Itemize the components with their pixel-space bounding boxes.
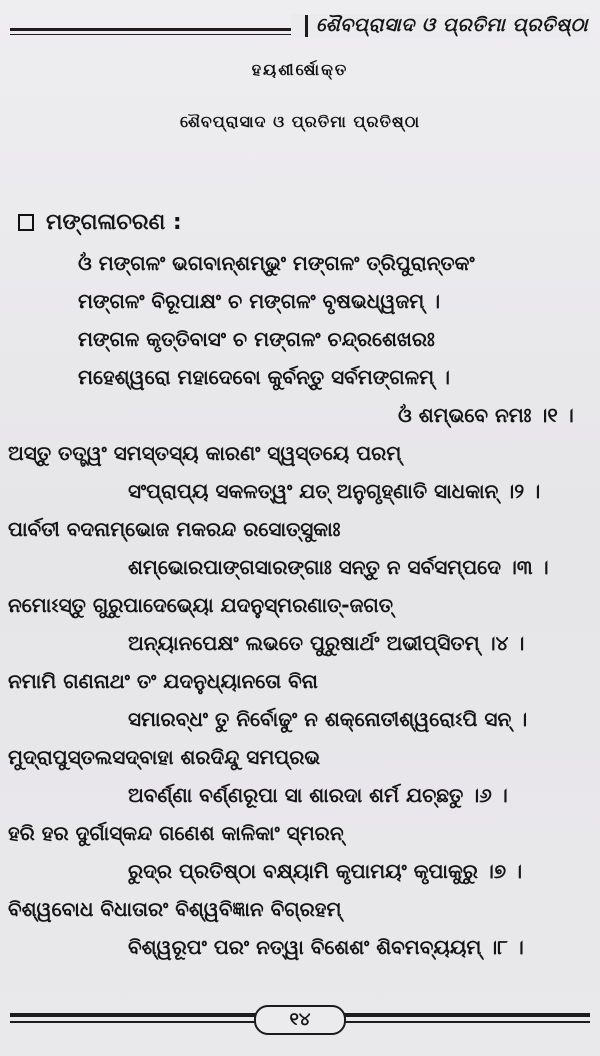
verse-line: ଅନ୍ୟାନପେକ୍ଷଂ ଲଭତେ ପୁରୁଷାର୍ଥଂ ଅଭୀପ୍ସିତମ୍ ।୪ । (128, 631, 525, 655)
running-header (10, 14, 590, 44)
page-number: ୧୪ (254, 1005, 346, 1035)
header-bar (305, 15, 308, 37)
section-heading-text: ମଙ୍ଗଳାଚରଣ : (46, 210, 182, 235)
verse-line: ପାର୍ବତୀ ବଦନାମ୍ଭୋଜ ମକରନ୍ଦ ରସୋତ୍ସୁକାଃ (8, 517, 341, 541)
verse-line: ବିଶ୍ୱବୋଧ ବିଧାତାରଂ ବିଶ୍ୱବିଜ୍ଞାନ ବିଗ୍ରହମ୍ (8, 897, 342, 921)
verse-line: ରୁଦ୍ର ପ୍ରତିଷ୍ଠା ବକ୍ଷ୍ୟାମି କୃପାମୟଂ କୃପାକୁରୁ ।୭ । (128, 859, 523, 883)
running-title-text: ଶୈବପ୍ରାସାଦ ଓ ପ୍ରତିମା ପ୍ରତିଷ୍ଠା (315, 14, 588, 36)
page-footer (10, 1002, 590, 1038)
page-title-line-2: ଶୈବପ୍ରାସାଦ ଓ ପ୍ରତିମା ପ୍ରତିଷ୍ଠା (179, 112, 421, 131)
verse-line: ସମାରବ୍ଧଂ ତୁ ନିର୍ବୋଢୁଂ ନ ଶକ୍ନୋତୀଶ୍ୱରୋଽପି ସନ୍ । (128, 707, 528, 731)
checkbox-bullet-icon (18, 214, 34, 231)
verse-line: ମଙ୍ଗଳଂ ବିରୂପାକ୍ଷଂ ଚ ମଙ୍ଗଳଂ ବୃଷଭଧ୍ୱଜମ୍ । (78, 289, 441, 313)
verse-line: ମୁଦ୍ରାପୁସ୍ତଲସଦ୍‌ବାହା ଶରଦିନ୍ଦୁ ସମପ୍ରଭ (8, 745, 321, 769)
page-title-line-1: ହୟଶୀର୍ଷୋକ୍ତ (251, 60, 349, 79)
verse-line: ଅବର୍ଣ୍ଣା ବର୍ଣ୍ଣରୂପା ସା ଶାରଦା ଶର୍ମ ଯଚ୍ଛତୁ ।୬ । (128, 783, 508, 807)
section-heading (18, 210, 182, 235)
verse-line: ସଂପ୍ରାପ୍ୟ ସକଳତ୍ୱଂ ଯତ୍ ଅନୁଗୃହ୍ଣାତି ସାଧକାନ୍ ।୨ । (128, 479, 541, 503)
verse-line: ଶମ୍ଭୋରପାଙ୍ଗସାରଙ୍ଗାଃ ସନ୍ତୁ ନ ସର୍ବସମ୍ପଦେ ।୩ । (128, 555, 549, 579)
verse-line: ଓଁ ମଙ୍ଗଳଂ ଭଗବାନ୍‌ଶମ୍ଭୁଂ ମଙ୍ଗଳଂ ତ୍ରିପୁରାନ୍ତକଂ (78, 251, 475, 275)
verse-line: ବିଶ୍ୱରୂପଂ ପରଂ ନତ୍ୱା ବିଶେଶଂ ଶିବମବ୍ୟୟମ୍ ।୮ । (128, 935, 524, 959)
verse-line: ହରି ହର ଦୁର୍ଗାସ୍କନ୍ଦ ଗଣେଶ କାଳିକାଂ ସ୍ମରନ୍ (8, 821, 344, 845)
verse-line: ନମାମି ଗଣନାଥଂ ତଂ ଯଦନୁଧ୍ୟାନତୋ ବିନା (8, 669, 318, 693)
verse-line: ମହେଶ୍ୱରୋ ମହାଦେବୋ କୁର୍ବନ୍ତୁ ସର୍ବମଙ୍ଗଳମ୍ । (78, 365, 450, 389)
verse-line: ଓଁ ଶମ୍ଭବେ ନମଃ ।୧ । (398, 403, 574, 427)
verse-line: ମଙ୍ଗଳ କୃତ୍ତିବାସଂ ଚ ମଙ୍ଗଳଂ ଚନ୍ଦ୍ରଶେଖରଃ (78, 327, 435, 351)
verse-line: ନମୋଽସ୍ତୁ ଗୁରୁପାଦେଭ୍ୟୋ ଯଦନୁସ୍ମରଣାତ୍-ଜଗତ୍ (8, 593, 394, 617)
running-title (291, 14, 590, 37)
verse-line: ଅସ୍ତୁ ତତ୍ତ୍ୱଂ ସମସ୍ତସ୍ୟ କାରଣଂ ସ୍ୱସ୍ତୟେ ପରମ୍ (8, 441, 402, 465)
